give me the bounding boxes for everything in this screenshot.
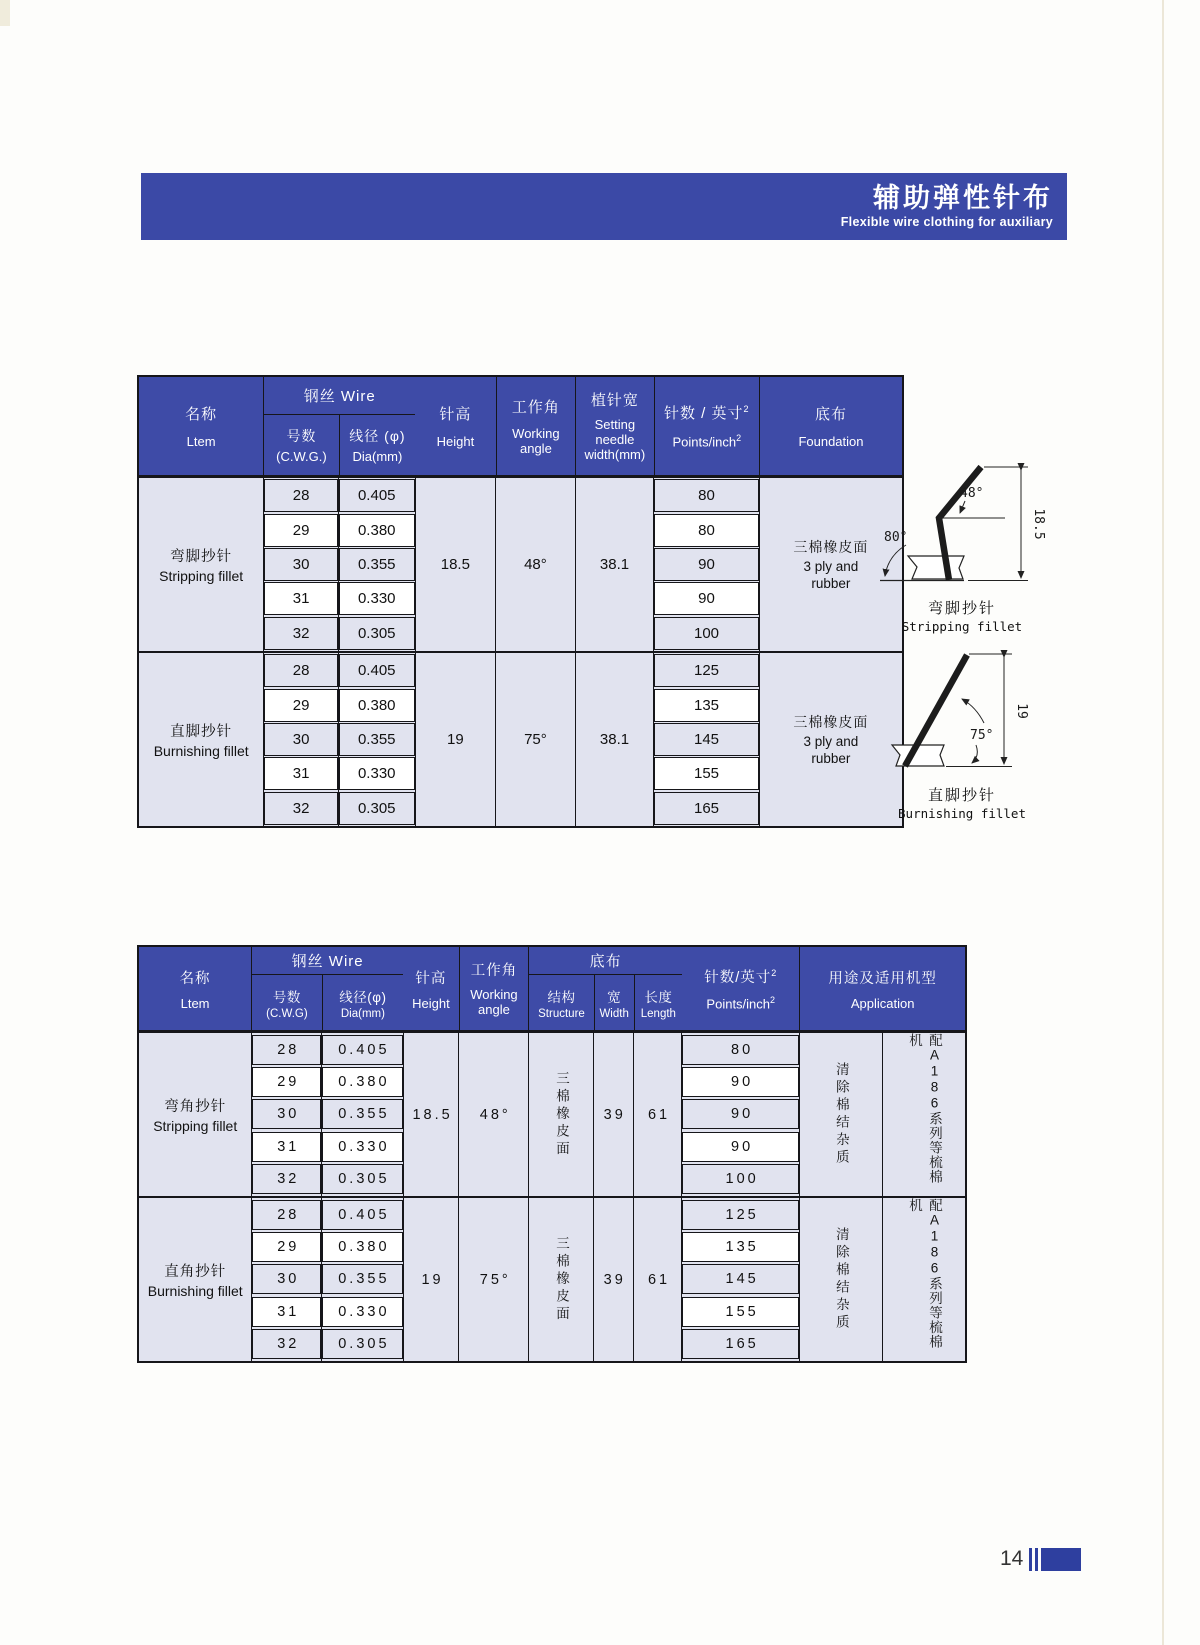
table1-header-wire: 钢丝 Wire 号数 (C.W.G.) 线径 (φ) Dia(mm) <box>263 377 415 475</box>
foundation-cell: 三棉橡皮面 3 ply and rubber <box>759 478 902 651</box>
points-cell: 165 <box>682 1329 798 1359</box>
table2-header-wire: 钢丝 Wire 号数 (C.W.G) 线径(φ) Dia(mm) <box>251 947 403 1030</box>
page-number <box>1000 1547 1081 1571</box>
height-dim-label: 19 <box>1014 703 1029 719</box>
table2-header-width: 宽 Width <box>594 975 634 1030</box>
cwg-cell: 32 <box>264 792 338 825</box>
cwg-cell: 31 <box>252 1297 321 1327</box>
dia-cell: 0.330 <box>339 757 415 790</box>
spec-table-1 <box>137 375 904 828</box>
cwg-column <box>251 1033 321 1196</box>
points-column <box>681 1033 798 1196</box>
table2-group-burnishing <box>137 1198 967 1363</box>
height-cell: 18.5 <box>415 478 496 651</box>
row-group-name: 直角抄针 Burnishing fillet <box>147 1264 243 1299</box>
cwg-cell: 29 <box>264 514 338 547</box>
row-group-name: 直脚抄针 Burnishing fillet <box>153 724 249 759</box>
points-cell: 90 <box>682 1099 798 1129</box>
dia-column <box>338 478 415 651</box>
angle-arrow <box>960 501 965 513</box>
setting-cell: 38.1 <box>575 653 654 826</box>
angle-arrow-upper <box>962 699 984 723</box>
scan-edge-line <box>1162 0 1164 1645</box>
cwg-cell: 32 <box>264 617 338 650</box>
stripping-fillet-drawing <box>872 458 1052 590</box>
diagram-caption-en: Stripping fillet <box>901 619 1023 634</box>
table2-header-points: 针数/英寸$^2$ Points/inch$^2$ <box>704 968 778 1012</box>
dia-cell: 0.405 <box>322 1035 403 1065</box>
banner-subtitle: Flexible wire clothing for auxiliary <box>840 215 1053 230</box>
cwg-cell: 30 <box>264 548 338 581</box>
width-cell: 39 <box>593 1033 633 1196</box>
application-cell <box>799 1033 965 1196</box>
page-number-text: 14 <box>1000 1547 1024 1570</box>
table1-header <box>137 375 904 478</box>
section-banner <box>141 173 1067 240</box>
points-column <box>653 653 758 826</box>
points-cell: 80 <box>654 514 758 547</box>
table1-header-height: 针高 Height <box>436 406 475 449</box>
page-number-block-icon <box>1041 1548 1081 1571</box>
dia-cell: 0.330 <box>322 1297 403 1327</box>
cwg-cell: 32 <box>252 1329 321 1359</box>
table1-header-points: 针数 / 英寸$^2$ Points/inch$^2$ <box>654 377 759 475</box>
cwg-cell: 30 <box>252 1099 321 1129</box>
dia-cell: 0.305 <box>322 1164 403 1194</box>
points-cell: 135 <box>682 1232 798 1262</box>
points-cell: 165 <box>654 792 758 825</box>
points-cell: 90 <box>682 1067 798 1097</box>
cwg-column <box>263 478 338 651</box>
dia-cell: 0.355 <box>322 1099 403 1129</box>
dia-cell: 0.305 <box>339 617 415 650</box>
points-cell: 135 <box>654 689 758 722</box>
cwg-cell: 28 <box>252 1200 321 1230</box>
dia-cell: 0.380 <box>322 1232 403 1262</box>
table2-header-angle: 工作角 Working angle <box>459 947 528 1030</box>
burnishing-fillet-drawing <box>872 645 1052 777</box>
page-number-bar-icon <box>1035 1548 1038 1571</box>
dia-cell: 0.355 <box>339 548 415 581</box>
cwg-cell: 31 <box>264 757 338 790</box>
diagram-burnishing-fillet <box>872 645 1052 821</box>
points-cell: 155 <box>682 1297 798 1327</box>
table2-header-length: 长度 Length <box>634 975 683 1030</box>
foundation-cell: 三棉橡皮面 3 ply and rubber <box>759 653 902 826</box>
table1-group-stripping <box>137 478 904 653</box>
points-cell: 90 <box>654 548 758 581</box>
working-angle-label: 48° <box>960 486 984 501</box>
spec-table-2 <box>137 945 967 1363</box>
dia-cell: 0.405 <box>322 1200 403 1230</box>
points-cell: 90 <box>654 582 758 615</box>
dia-cell: 0.380 <box>339 689 415 722</box>
cwg-cell: 30 <box>264 723 338 756</box>
structure-cell: 三棉橡皮面 <box>528 1033 593 1196</box>
application-use: 清除棉结杂质 <box>833 1062 849 1167</box>
length-cell: 61 <box>633 1198 682 1361</box>
height-cell: 19 <box>415 653 496 826</box>
cwg-cell: 30 <box>252 1264 321 1294</box>
dia-cell: 0.305 <box>339 792 415 825</box>
cwg-cell: 28 <box>252 1035 321 1065</box>
cwg-column <box>251 1198 321 1361</box>
cwg-cell: 31 <box>252 1132 321 1162</box>
cwg-cell: 32 <box>252 1164 321 1194</box>
points-cell: 125 <box>682 1200 798 1230</box>
height-cell: 19 <box>403 1198 459 1361</box>
table1-header-angle: 工作角 Working angle <box>496 377 575 475</box>
cwg-cell: 28 <box>264 479 338 512</box>
dia-cell: 0.355 <box>322 1264 403 1294</box>
angle-cell: 75° <box>458 1198 528 1361</box>
angle-cell: 48° <box>458 1033 528 1196</box>
base-angle-arrow <box>885 545 906 576</box>
table2-header-name: 名称 Ltem <box>179 970 211 1011</box>
row-group-name: 弯角抄针 Stripping fillet <box>153 1099 238 1134</box>
points-cell: 100 <box>682 1164 798 1194</box>
dia-column <box>321 1033 403 1196</box>
cwg-column <box>263 653 338 826</box>
cwg-cell: 31 <box>264 582 338 615</box>
points-cell: 145 <box>654 723 758 756</box>
structure-cell: 三棉橡皮面 <box>528 1198 593 1361</box>
points-cell: 125 <box>654 654 758 687</box>
points-cell: 155 <box>654 757 758 790</box>
dia-column <box>321 1198 403 1361</box>
points-cell: 80 <box>682 1035 798 1065</box>
table2-header-structure: 结构 Structure <box>538 989 585 1020</box>
table1-header-foundation: 底布 Foundation <box>759 377 902 475</box>
diagram-caption-zh: 弯脚抄针 <box>927 600 996 617</box>
dia-cell: 0.380 <box>322 1067 403 1097</box>
foundation-base-shape <box>908 556 964 579</box>
application-machine: 配A186系列等梳棉机 <box>882 1198 965 1361</box>
points-column <box>681 1198 798 1361</box>
angle-cell: 75° <box>495 653 575 826</box>
dia-cell: 0.330 <box>322 1132 403 1162</box>
dia-cell: 0.380 <box>339 514 415 547</box>
angle-cell: 48° <box>495 478 575 651</box>
cwg-cell: 29 <box>252 1232 321 1262</box>
table1-header-cwg: 号数 (C.W.G.) <box>276 428 327 464</box>
angle-arrow-lower <box>972 745 977 763</box>
table2-header-foundation: 底布 结构 Structure 宽 Width 长度 Length <box>528 947 682 1030</box>
table1-group-burnishing <box>137 653 904 828</box>
diagram-stripping-fillet <box>872 458 1052 634</box>
table2-header <box>137 945 967 1033</box>
table2-header-application: 用途及适用机型 Application <box>799 947 965 1030</box>
table1-header-dia: 线径 (φ) Dia(mm) <box>339 415 416 475</box>
dia-cell: 0.405 <box>339 479 415 512</box>
width-cell: 39 <box>593 1198 633 1361</box>
page-number-bar-icon <box>1029 1548 1032 1571</box>
banner-title: 辅助弹性针布 <box>873 182 1053 213</box>
points-cell: 90 <box>682 1132 798 1162</box>
table2-header-height: 针高 Height <box>412 970 450 1011</box>
cwg-cell: 29 <box>252 1067 321 1097</box>
cwg-cell: 29 <box>264 689 338 722</box>
points-column <box>653 478 758 651</box>
application-machine: 配A186系列等梳棉机 <box>882 1033 965 1196</box>
scan-corner-artifact <box>0 0 10 26</box>
dia-cell: 0.355 <box>339 723 415 756</box>
cwg-cell: 28 <box>264 654 338 687</box>
table1-header-setting: 植针宽 Setting needle width(mm) <box>575 377 653 475</box>
dia-cell: 0.405 <box>339 654 415 687</box>
length-cell: 61 <box>633 1033 682 1196</box>
diagram-caption-en: Burnishing fillet <box>898 806 1026 821</box>
table1-header-name: 名称 Ltem <box>185 406 218 449</box>
base-angle-label: 80° <box>884 530 908 545</box>
row-group-name: 弯脚抄针 Stripping fillet <box>159 549 244 584</box>
application-cell <box>799 1198 965 1361</box>
table2-group-stripping <box>137 1033 967 1198</box>
table2-header-dia: 线径(φ) Dia(mm) <box>322 975 403 1030</box>
height-cell: 18.5 <box>403 1033 459 1196</box>
points-cell: 80 <box>654 479 758 512</box>
dia-column <box>338 653 415 826</box>
dia-cell: 0.305 <box>322 1329 403 1359</box>
application-use: 清除棉结杂质 <box>833 1227 849 1332</box>
diagram-caption-zh: 直脚抄针 <box>927 787 996 804</box>
dia-cell: 0.330 <box>339 582 415 615</box>
points-cell: 145 <box>682 1264 798 1294</box>
working-angle-label: 75° <box>970 728 994 743</box>
table2-header-cwg: 号数 (C.W.G) <box>266 989 308 1020</box>
setting-cell: 38.1 <box>575 478 654 651</box>
points-cell: 100 <box>654 617 758 650</box>
height-dim-label: 18.5 <box>1031 508 1046 540</box>
